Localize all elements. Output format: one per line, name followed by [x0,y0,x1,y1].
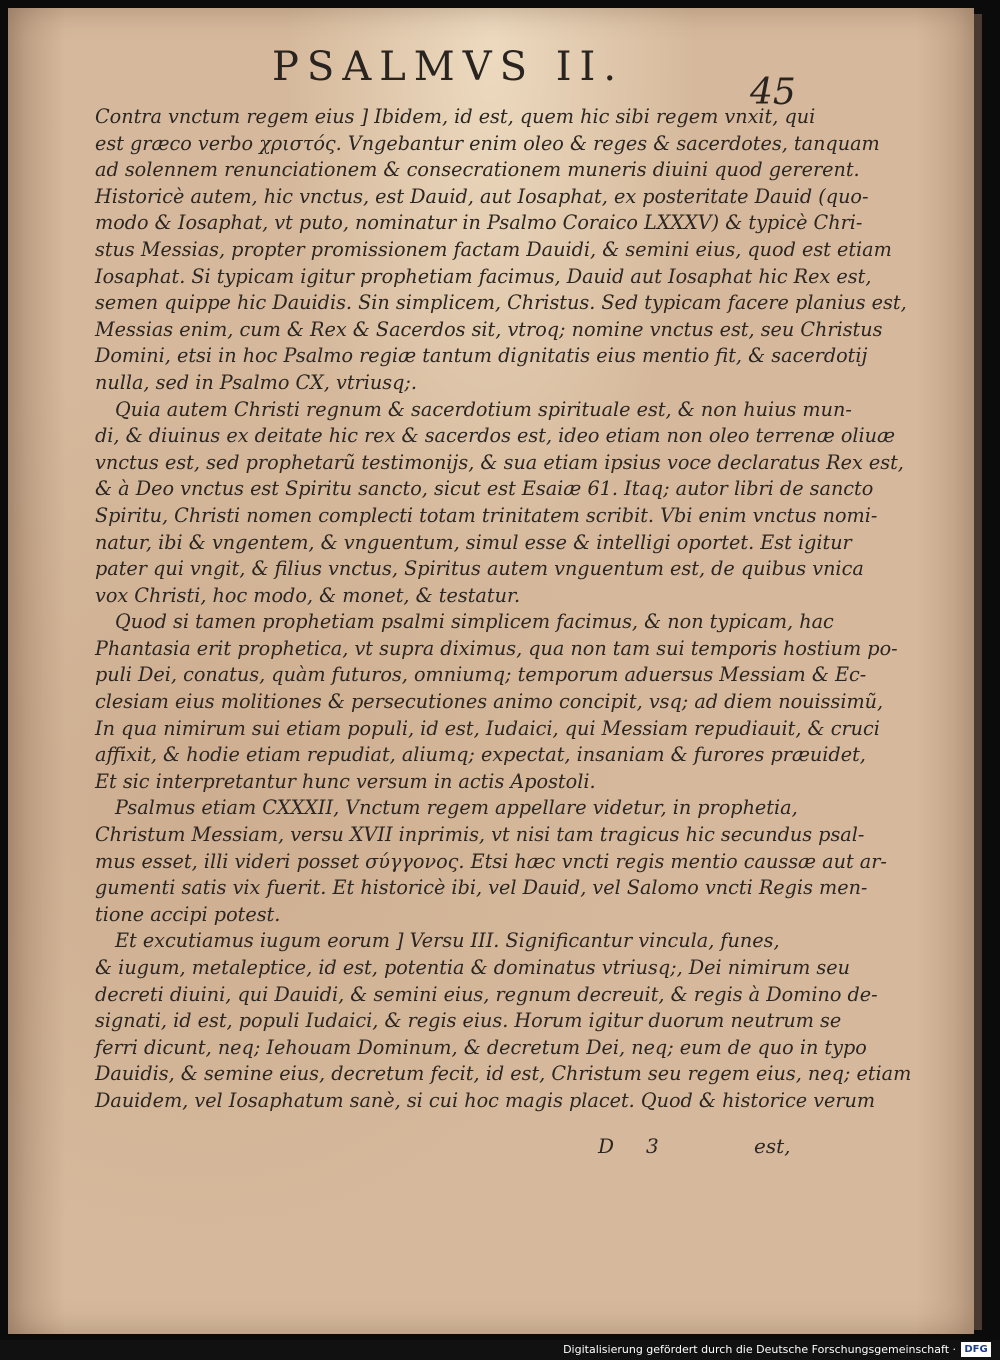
text-line: vnctus est, sed prophetarũ testimonijs, & sua etiam ipsius voce declaratus Rex est, [95,450,904,474]
text-line: semen quippe hic Dauidis. Sin simplicem, Christus. Sed typicam facere planius est, [95,291,907,315]
text-line: natur, ibi & vngentem, & vnguentum, simul esse & intelligi oportet. Est igitur [95,530,852,554]
page-edge [974,14,982,1330]
text-line: Iosaphat. Si typicam igitur prophetiam facimus, Dauid aut Iosaphat hic Rex est, [95,264,872,288]
text-line: Quod si tamen prophetiam psalmi simplicem facimus, & non typicam, hac [115,610,834,634]
text-line: Dauidis, & semine eius, decretum fecit, id est, Christum seu regem eius, neq; etiam [95,1062,912,1086]
signature-number: 3 [646,1134,659,1158]
text-line: Quia autem Christi regnum & sacerdotium spirituale est, & non huius mun- [115,397,852,421]
text-line: decreti diuini, qui Dauidi, & semini eius, regnum decreuit, & regis à Domino de- [95,982,878,1006]
text-line: Et excutiamus iugum eorum ] Versu III. Significantur vincula, funes, [115,929,780,953]
body-text [95,104,912,1115]
dfg-logo[interactable]: DFG [961,1342,991,1357]
text-line: mus esset, illi videri posset σύγγονος. Etsi hæc vncti regis mentio caussæ aut ar- [95,849,887,873]
text-line: tione accipi potest. [95,902,281,926]
funding-credit: Digitalisierung gefördert durch die Deutsche Forschungsgemeinschaft · [563,1343,956,1356]
text-line: vox Christi, hoc modo, & monet, & testatur. [95,583,521,607]
text-line: stus Messias, propter promissionem factam Dauidi, & semini eius, quod est etiam [95,237,892,261]
text-line: & à Deo vnctus est Spiritu sancto, sicut est Esaiæ 61. Itaq; autor libri de sancto [95,477,874,501]
text-line: di, & diuinus ex deitate hic rex & sacerdos est, ideo etiam non oleo terrenæ oliuæ [95,424,896,448]
text-line: Phantasia erit prophetica, vt supra diximus, qua non tam sui temporis hostium po- [95,636,898,660]
text-line: ad solennem renunciationem & consecrationem muneris diuini quod gererent. [95,158,860,182]
text-line: In qua nimirum sui etiam populi, id est, Iudaici, qui Messiam repudiauit, & cruci [95,716,880,740]
text-line: affixit, & hodie etiam repudiat, aliumq; expectat, insaniam & furores præuidet, [95,743,866,767]
text-line: modo & Iosaphat, vt puto, nominatur in Psalmo Coraico LXXXV) & typicè Chri- [95,211,863,235]
text-line: Christum Messiam, versu XVII inprimis, vt nisi tam tragicus hic secundus psal- [95,823,865,847]
text-line: & iugum, metaleptice, id est, potentia & dominatus vtriusq;, Dei nimirum seu [95,956,850,979]
signature-mark: D [598,1134,615,1158]
text-line: clesiam eius molitiones & persecutiones animo concipit, vsq; ad diem nouissimũ, [95,690,884,714]
running-title: PSALMVS II. [272,44,625,90]
text-line: Historicè autem, hic vnctus, est Dauid, aut Iosaphat, ex posteritate Dauid (quo- [95,184,869,208]
text-line: signati, id est, populi Iudaici, & regis eius. Horum igitur duorum neutrum se [95,1009,842,1033]
text-line: est græco verbo χριστός. Vngebantur enim oleo & reges & sacerdotes, tanquam [95,131,880,155]
text-line: puli Dei, conatus, quàm futuros, omniumq; temporum aduersus Messiam & Ec- [95,663,867,687]
text-line: Messias enim, cum & Rex & Sacerdos sit, vtroq; nomine vnctus est, seu Christus [95,317,883,341]
page-footer [598,1134,791,1164]
text-line: nulla, sed in Psalmo CX, vtriusq;. [95,370,417,394]
text-line: Et sic interpretantur hunc versum in actis Apostoli. [95,769,596,793]
text-line: Dauidem, vel Iosaphatum sanè, si cui hoc magis placet. Quod & historice verum [95,1088,876,1112]
text-line: Contra vnctum regem eius ] Ibidem, id est, quem hic sibi regem vnxit, qui [95,105,816,128]
text-line: gumenti satis vix fuerit. Et historicè ibi, vel Dauid, vel Salomo vncti Regis men- [95,876,868,900]
text-line: Psalmus etiam CXXXII, Vnctum regem appellare videtur, in prophetia, [115,796,798,820]
catchword: est, [754,1134,791,1158]
text-line: Spiritu, Christi nomen complecti totam trinitatem scribit. Vbi enim vnctus nomi- [95,503,878,527]
page-number: 45 [750,72,796,113]
text-line: pater qui vngit, & filius vnctus, Spiritus autem vnguentum est, de quibus vnica [95,557,864,581]
text-line: ferri dicunt, neq; Iehouam Dominum, & decretum Dei, neq; eum de quo in typo [95,1035,867,1059]
text-line: Domini, etsi in hoc Psalmo regiæ tantum dignitatis eius mentio fit, & sacerdotij [95,344,868,368]
